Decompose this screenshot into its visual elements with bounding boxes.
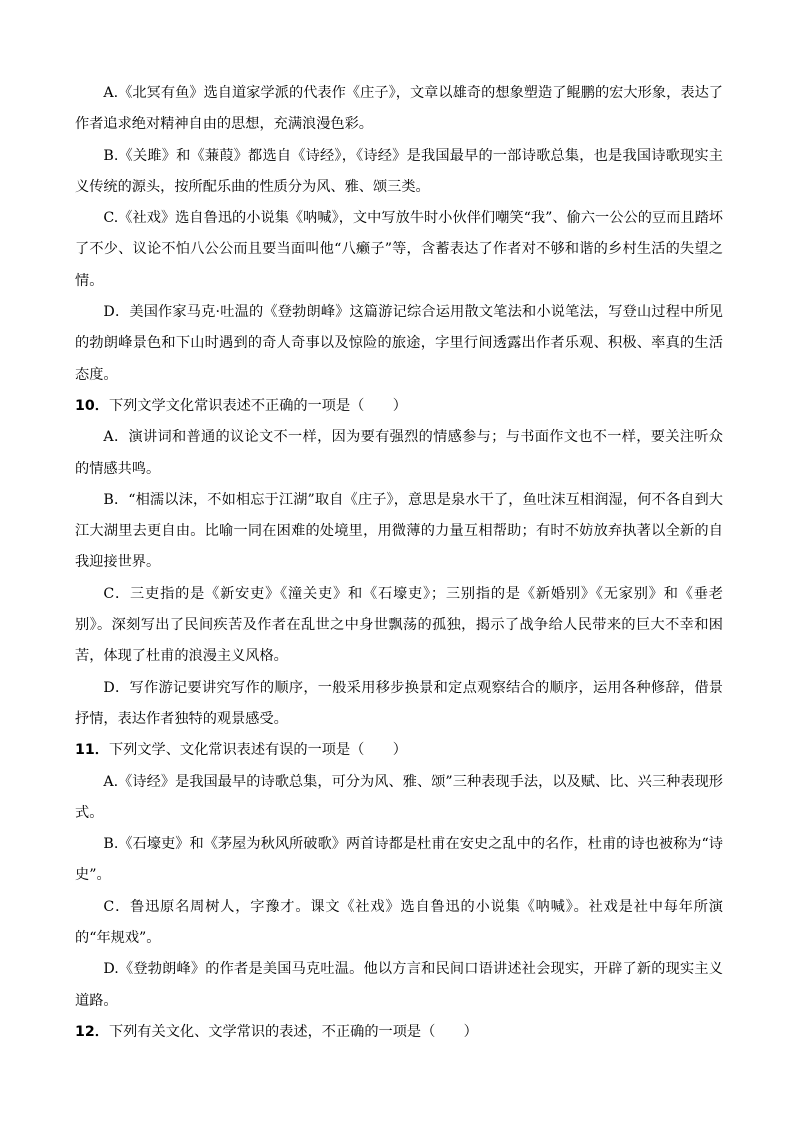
question-text: 下列有关文化、文学常识的表述，不正确的一项是（ ） (108, 1023, 478, 1040)
question-text: 下列文学文化常识表述不正确的一项是（ ） (108, 397, 407, 414)
option-10-a: A．演讲词和普通的议论文不一样，因为要有强烈的情感参与；与书面作文也不一样，要关注听众的情感共鸣。 (75, 429, 723, 477)
question-11 (75, 735, 723, 766)
option-9-a: A.《北冥有鱼》选自道家学派的代表作《庄子》，文章以雄奇的想象塑造了鲲鹏的宏大形象，表达了作者追求绝对精神自由的思想，充满浪漫色彩。 (75, 85, 723, 133)
option-9-b: B.《关雎》和《蒹葭》都选自《诗经》，《诗经》是我国最早的一部诗歌总集，也是我国诗歌现实主义传统的源头，按所配乐曲的性质分为风、雅、颂三类。 (75, 147, 723, 195)
option-10-d: D．写作游记要讲究写作的顺序，一般采用移步换景和定点观察结合的顺序，运用各种修辞，借景抒情，表达作者独特的观景感受。 (75, 679, 723, 727)
option-11-b: B.《石壕吏》和《茅屋为秋风所破歌》两首诗都是杜甫在安史之乱中的名作，杜甫的诗也被称为“诗史”。 (75, 836, 723, 884)
option-11-d: D.《登勃朗峰》的作者是美国马克吐温。他以方言和民间口语讲述社会现实，开辟了新的现实主义道路。 (75, 961, 723, 1009)
question-number: 10． (75, 397, 109, 414)
option-11-c: C．鲁迅原名周树人，字豫才。课文《社戏》选自鲁迅的小说集《呐喊》。社戏是社中每年所演的“年规戏”。 (75, 898, 723, 947)
option-11-a: A.《诗经》是我国最早的诗歌总集，可分为风、雅、颂”三种表现手法，以及赋、比、兴三种表现形式。 (75, 773, 723, 821)
option-10-c: C．三吏指的是《新安吏》《潼关吏》和《石壕吏》；三别指的是《新婚别》《无家别》和《垂老别》。深刻写出了民间疾苦及作者在乱世之中身世飘荡的孤独，揭示了战争给人民带来的巨大不幸和困苦，体现了杜甫的浪漫主义风格。 (75, 585, 723, 665)
question-number: 11． (75, 742, 109, 759)
option-10-b: B．“相濡以沫，不如相忘于江湖”取自《庄子》，意思是泉水干了，鱼吐沫互相润湿，何不各自到大江大湖里去更自由。比喻一同在困难的处境里，用微薄的力量互相帮助；有时不妨放弃执著以全新的自我迎接世界。 (75, 491, 723, 571)
question-12 (75, 1017, 723, 1048)
question-text: 下列文学、文化常识表述有误的一项是（ ） (108, 742, 407, 759)
document-content (75, 78, 723, 1048)
question-number: 12． (75, 1023, 109, 1040)
question-10 (75, 391, 723, 422)
option-9-c: C.《社戏》选自鲁迅的小说集《呐喊》，文中写放牛时小伙伴们嘲笑“我”、偷六一公公的豆而且踏坏了不少、议论不怕八公公而且要当面叫他“八癞子”等，含蓄表达了作者对不够和谐的乡村生活的失望之情。 (75, 210, 723, 289)
option-9-d: D．美国作家马克·吐温的《登勃朗峰》这篇游记综合运用散文笔法和小说笔法，写登山过程中所见的勃朗峰景色和下山时遇到的奇人奇事以及惊险的旅途，字里行间透露出作者乐观、积极、率真的生活态度。 (75, 304, 723, 383)
